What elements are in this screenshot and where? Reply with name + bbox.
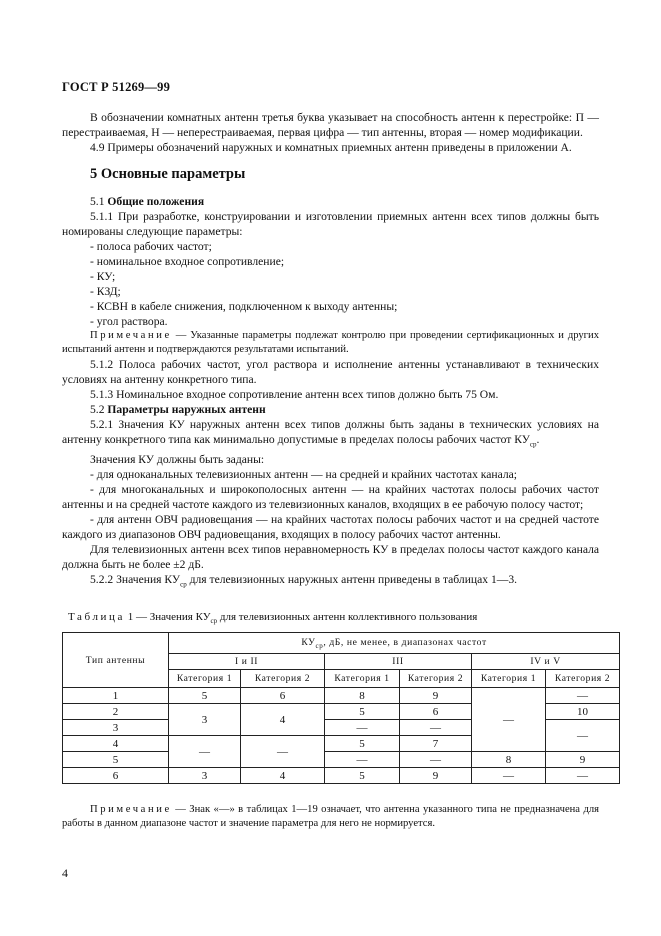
table-cell: — [546,720,620,752]
category-header: Категория 1 [472,670,546,688]
table-caption [68,611,477,625]
table-caption-label: Таблица [68,611,125,623]
table-cell: — [400,720,472,736]
paragraph-4-9: 4.9 Примеры обозначений наружных и комнатных приемных антенн приведены в приложении А. [90,141,572,154]
table-cell: 6 [400,704,472,720]
table-caption-text: 1 — Значения КУ [125,611,211,623]
category-header: Категория 2 [546,670,620,688]
table-cell: 8 [472,752,546,768]
col-header-type: Тип антенны [63,633,169,688]
table-cell: 7 [400,736,472,752]
section-title: 5 Основные параметры [90,166,246,182]
table-cell: — [325,752,400,768]
band-header-3: IV и V [472,654,620,670]
table-cell: 6 [63,768,169,784]
paragraph-single-channel: - для одноканальных телевизионных антенн — на средней и крайних частотах канала; [90,468,517,482]
subsection-title: Общие положения [107,195,205,208]
table-cell: 5 [169,688,241,704]
band-header-1: I и II [169,654,325,670]
table-cell: 2 [63,704,169,720]
paragraph-text: 5.2.2 Значения КУ [90,573,181,587]
list-item: - угол раствора. [90,315,168,328]
list-item: - КЗД; [90,285,121,298]
paragraph-text: . [536,433,540,446]
table-cell: 6 [241,688,325,704]
table-cell: — [325,720,400,736]
table-cell: 4 [241,768,325,784]
table-caption-text: для телевизионных антенн коллективного пользования [217,611,478,623]
table-1 [62,632,620,784]
table-cell: 4 [63,736,169,752]
paragraph-5-1-1: 5.1.1 При разработке, конструировании и изготовлении приемных антенн всех типов должны быть номированы следующие параметры: [62,210,599,238]
table-row [63,752,620,768]
paragraph-antenna-designation: В обозначении комнатных антенн третья буква указывает на способность антенн к перестройке: П — перестраиваемая, Н — неперестраиваемая, первая цифра — тип антенны, вторая — номер модификации. [62,111,599,139]
note-text: — Указанные параметры подлежат контролю при проведении сертификационных и других испытаний антенн и подтверждаются результатами испытаний. [62,330,599,355]
table-cell: 5 [63,752,169,768]
page-number: 4 [62,866,68,880]
table-cell: 8 [325,688,400,704]
list-item: - номинальное входное сопротивление; [90,255,285,268]
bottom-note [62,803,599,831]
table-row [63,768,620,784]
subsection-number: 5.1 [90,195,108,208]
table-cell: — [169,736,241,768]
table-cell: 9 [400,768,472,784]
subscript: ср [210,617,218,626]
table-cell: 3 [169,768,241,784]
table-row [63,688,620,704]
note-parameters [62,329,599,357]
paragraph-ku-given: Значения КУ должны быть заданы: [90,453,265,467]
table-cell: — [472,768,546,784]
table-cell: — [546,768,620,784]
table-cell: 1 [63,688,169,704]
category-header: Категория 2 [241,670,325,688]
subscript: ср [315,641,324,650]
paragraph-tv-nonuniformity: Для телевизионных антенн всех типов неравномерность КУ в пределах полосы частот каждого канала должна быть не более ±2 дБ. [62,543,599,572]
subsection-5-1 [62,194,599,209]
table-cell: 4 [241,704,325,736]
document-header: ГОСТ Р 51269—99 [62,80,171,94]
group-header-text: КУ [301,636,316,648]
list-item: - КСВН в кабеле снижения, подключенном к выходу антенны; [90,300,398,313]
paragraph-ovch: - для антенн ОВЧ радиовещания — на крайних частотах полосы рабочих частот и на средней частоте каждого из диапазонов ОВЧ радиовещания, входящих в полосу рабочих частот антенны. [62,513,599,542]
subsection-title: Параметры наружных антенн [107,403,266,416]
table-cell: 3 [169,704,241,736]
paragraph-5-1-2: 5.1.2 Полоса рабочих частот, угол раствора и исполнение антенны устанавливают в технических условиях на антенну конкретного типа. [62,358,599,386]
note-text: — Знак «—» в таблицах 1—19 означает, что антенна указанного типа не предназначена для работы в данном диапазоне частот и значение параметра для него не нормируется. [62,804,599,829]
table-cell: — [472,688,546,752]
subsection-5-2 [62,402,599,417]
category-header: Категория 1 [169,670,241,688]
subscript: ср [180,580,187,589]
note-label: Примечание [90,804,172,815]
table-cell: 9 [546,752,620,768]
category-header: Категория 1 [325,670,400,688]
table-cell: 5 [325,736,400,752]
table-cell: 3 [63,720,169,736]
band-header-2: III [325,654,472,670]
paragraph-5-1-3: 5.1.3 Номинальное входное сопротивление антенн всех типов должно быть 75 Ом. [90,388,499,401]
note-label: Примечание [90,330,172,341]
list-item: - КУ; [90,270,116,283]
table-cell: 10 [546,704,620,720]
paragraph-text: 5.2.1 Значения КУ наружных антенн всех типов должны быть заданы в технических условиях на антенну конкретного типа как минимально допустимые в пределах полосы рабочих частот КУ [62,418,599,446]
table-cell: 5 [325,704,400,720]
group-header-text: , дБ, не менее, в диапазонах частот [323,636,487,648]
table-cell: — [546,688,620,704]
paragraph-5-2-2 [62,572,599,592]
table-cell: 5 [325,768,400,784]
paragraph-5-2-1 [62,417,599,452]
col-header-group [169,633,620,654]
table-cell: — [400,752,472,768]
body-text [62,110,599,593]
subscript: ср [529,440,537,449]
table-cell: 9 [400,688,472,704]
paragraph-multi-channel: - для многоканальных и широкополосных антенн — на крайних частотах полосы рабочих частот антенны и на средней частоте каждого из телевизионных каналов, входящих в ее рабочую полосу частот; [62,483,599,512]
list-item: - полоса рабочих частот; [90,240,212,253]
subsection-number: 5.2 [90,403,108,416]
paragraph-text: для телевизионных наружных антенн приведены в таблицах 1—3. [186,573,518,587]
table-cell: — [241,736,325,768]
category-header: Категория 2 [400,670,472,688]
